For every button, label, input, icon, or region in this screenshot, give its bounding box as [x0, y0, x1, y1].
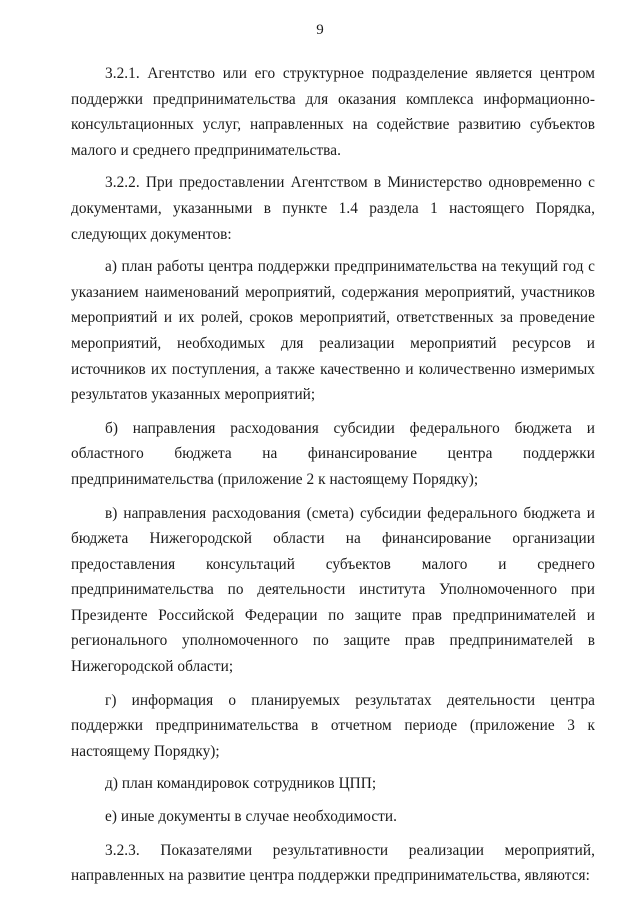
paragraph-3-2-1: 3.2.1. Агентство или его структурное подразделение является центром поддержки предпринимательства для оказания комплекса информационно-консультационных услуг, направленных на содействие развитию субъектов малого и среднего предпринимательства. [71, 65, 595, 159]
paragraph-item-d: д) план командировок сотрудников ЦПП; [105, 775, 377, 793]
paragraph-item-e: е) иные документы в случае необходимости. [105, 808, 398, 826]
paragraph-3-2-2: 3.2.2. При предоставлении Агентством в Министерство одновременно с документами, указанными в пункте 1.4 раздела 1 настоящего Порядка, следующих документов: [71, 174, 595, 243]
paragraph-item-b: б) направления расходования субсидии федерального бюджета и областного бюджета на финансирование центра поддержки предпринимательства (приложение 2 к настоящему Порядку); [71, 419, 595, 488]
paragraph-3-2-3: 3.2.3. Показателями результативности реализации мероприятий, направленных на развитие центра поддержки предпринимательства, являются: [71, 841, 595, 885]
paragraph-item-g: г) информация о планируемых результатах деятельности центра поддержки предпринимательства в отчетном периоде (приложение 3 к настоящему Порядку); [71, 691, 595, 760]
page-number: 9 [316, 22, 324, 38]
paragraph-item-v: в) направления расходования (смета) субсидии федерального бюджета и бюджета Нижегородской области на финансирование организации предоставления консультаций субъектов малого и среднего предпринимательства по деятельности института Уполномоченного при Президенте Российской Федерации по защите прав предпринимателей и регионального уполномоченного по защите прав предпринимателей в Нижегородской области; [71, 504, 595, 676]
paragraph-item-a: а) план работы центра поддержки предпринимательства на текущий год с указанием наименований мероприятий, содержания мероприятий, участников мероприятий и их ролей, сроков мероприятий, ответственных за проведение мероприятий, необходимых для реализации мероприятий ресурсов и источников их поступления, а также качественно и количественно измеримых результатов указанных мероприятий; [71, 258, 595, 404]
document-body [71, 61, 595, 889]
